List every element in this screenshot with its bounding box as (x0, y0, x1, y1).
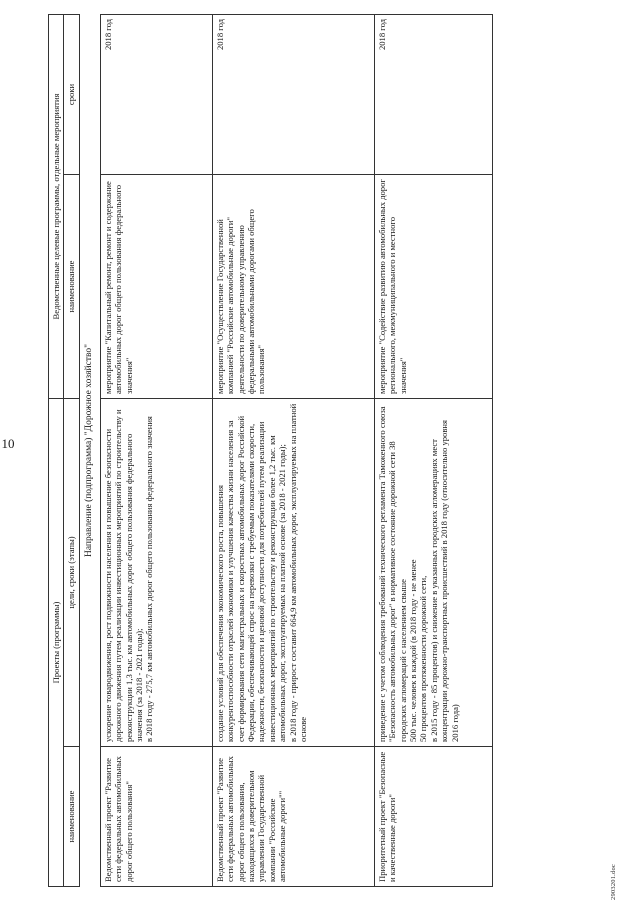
footer (606, 0, 640, 905)
project-name: Ведомственный проект "Развитие сети федеральных автомобильных дорог общего пользования" (100, 747, 212, 887)
landscape-sheet (26, 0, 578, 905)
header-projects: Проекты (программы) (49, 398, 64, 886)
project-goals: ускорение товародвижения, рост подвижности населения и повышение безопасности дорожного движения путем реализации инвестиционных мероприятий по строительству и реконструкции 1,3 тыс. км автомобильных дорог общего пользования федерального значения (за 2018 - 2021 годы); в 2018 году - 275,7 км автомобильных дорог общего пользования федерального значения (100, 398, 212, 746)
header-goals: цели, сроки (этапы) (64, 398, 79, 746)
programs-table (48, 14, 493, 887)
header-name-2: наименование (64, 174, 79, 398)
header-programs: Ведомственные целевые программы, отдельные мероприятия (49, 14, 64, 398)
section-title: Направление (подпрограмма) "Дорожное хозяйство" (79, 14, 100, 886)
measure-name: мероприятие "Содействие развитию автомобильных дорог регионального, межмуниципального и местного значения" (374, 174, 492, 398)
measure-name: мероприятие "Осуществление Государственной компанией "Российские автомобильные дороги" деятельности по доверительному управлению федеральными автомобильными дорогами общего пользования" (212, 174, 374, 398)
measure-term: 2018 год (212, 14, 374, 174)
project-name: Ведомственный проект "Развитие сети федеральных автомобильных дорог общего пользования, находящихся в доверительном управлении Государственной компании "Российские автомобильные дороги"" (212, 747, 374, 887)
header-terms: сроки (64, 14, 79, 174)
table-row (212, 14, 374, 886)
footer-filename: 2903201.doc (610, 864, 617, 900)
project-goals: создание условий для обеспечения экономического роста, повышения конкурентоспособности отраслей экономики и улучшения качества жизни населения за счет формирования сети магистральных и скоростных автомобильных дорог Российской Федерации, обеспечивающей спрос на перевозки с требуемым показателями скорости, надежности, безопасности и ценовой доступности для потребителей путем реализации инвестиционных мероприятий по строительству и реконструкции более 1,2 тыс. км автомобильных дорог, эксплуатируемых на платной основе (за 2018 - 2021 годы); в 2018 году - прирост составит 664,9 км автомобильных дорог, эксплуатируемых на платной основе (212, 398, 374, 746)
rotated-page (26, 0, 578, 905)
table-row (374, 14, 492, 886)
section-row (79, 14, 100, 886)
measure-name: мероприятие "Капитальный ремонт, ремонт и содержание автомобильных дорог общего пользования федерального значения" (100, 174, 212, 398)
header-name: наименование (64, 747, 79, 887)
header-row-top (49, 14, 64, 886)
project-goals: приведение с учетом соблюдения требований технического регламента Таможенного союза "Безопасность автомобильных дорог" в нормативное состояние дорожной сети 38 городских агломераций с населением свыше 500 тыс. человек в каждой (в 2018 году - не менее 50 процентов протяженности дорожной сети, в 2015 году - 85 процентов) и снижение в указанных городских агломерациях мест концентрации дорожно-транспортных происшествий в 2018 году (относительно уровня 2016 года) (374, 398, 492, 746)
table-row (100, 14, 212, 886)
header-row-bottom (64, 14, 79, 886)
measure-term: 2018 год (374, 14, 492, 174)
page-number: 10 (1, 436, 15, 451)
measure-term: 2018 год (100, 14, 212, 174)
project-name: Приоритетный проект "Безопасные и качественные дороги" (374, 747, 492, 887)
